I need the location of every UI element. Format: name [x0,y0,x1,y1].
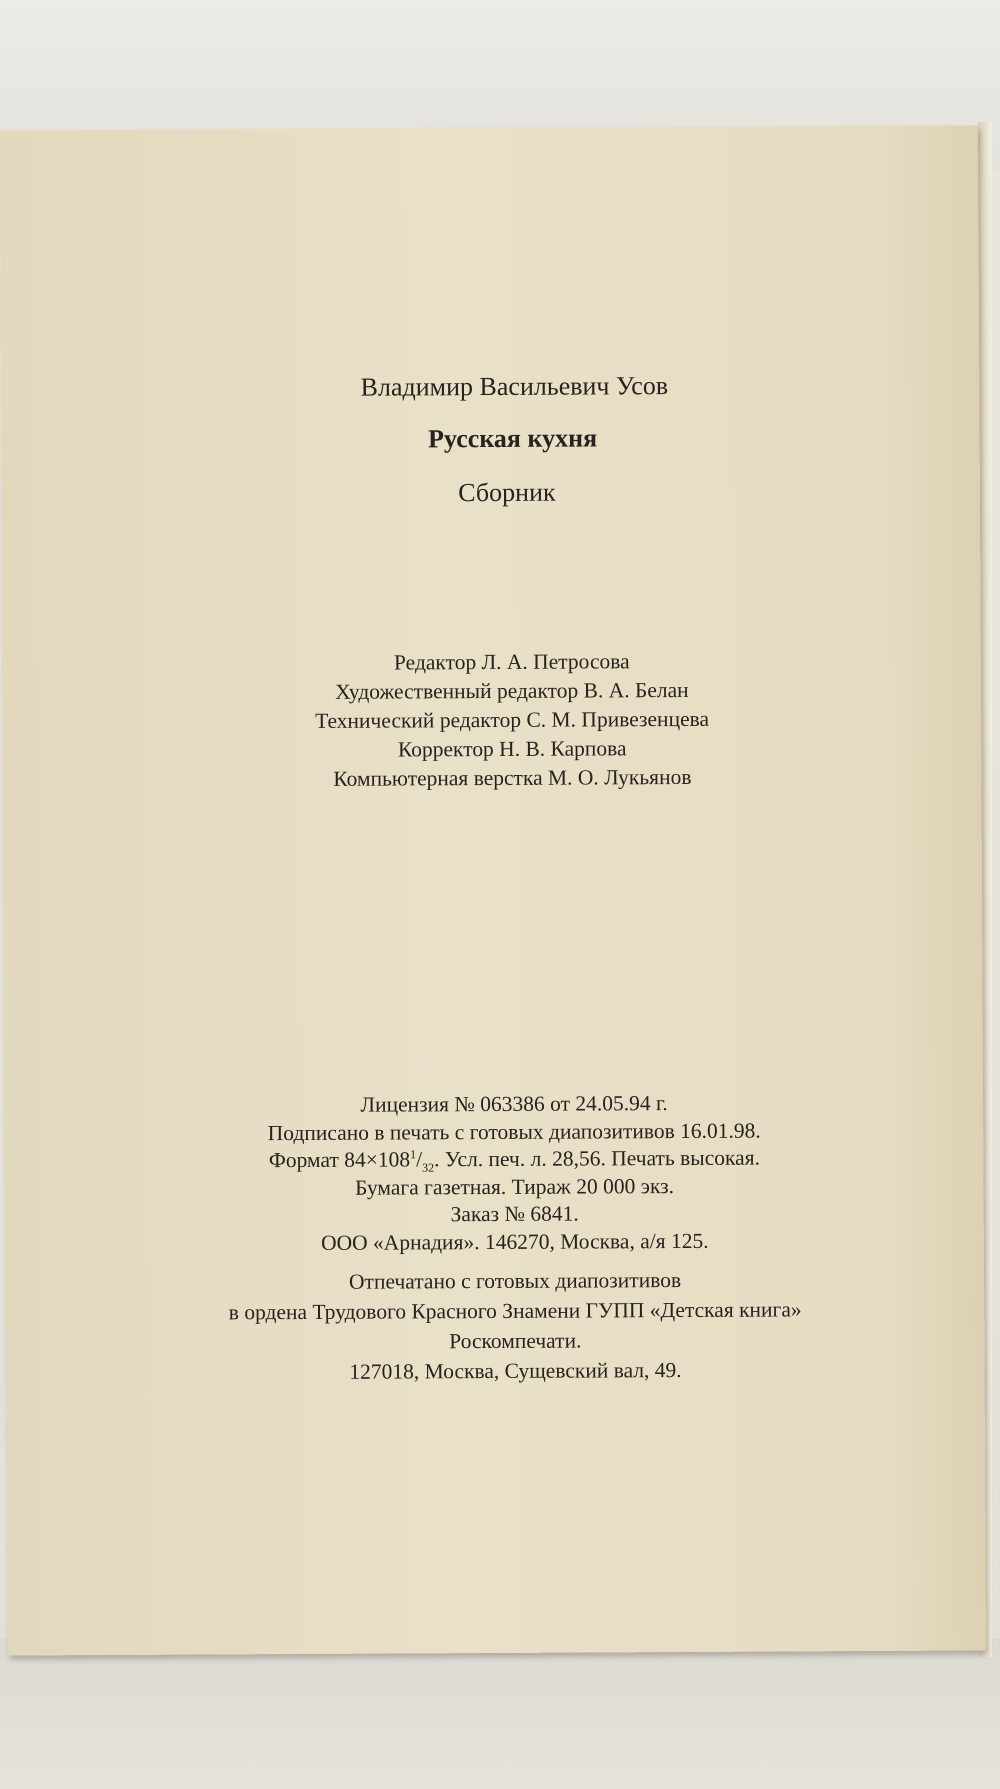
format-suffix: . Усл. печ. л. 28,56. Печать высокая. [434,1145,760,1172]
printer-block [6,1263,985,1388]
credit-tech-editor: Технический редактор С. М. Привезенцева [315,706,710,733]
paper-line: Бумага газетная. Тираж 20 000 экз. [355,1173,675,1200]
credit-editor: Редактор Л. А. Петросова [393,649,630,675]
book-title: Русская кухня [428,423,598,454]
format-fraction-numerator: 1 [410,1147,417,1162]
author-name: Владимир Васильевич Усов [360,371,669,402]
printer-address: 127018, Москва, Сущевский вал, 49. [349,1358,682,1384]
format-fraction-denominator: 32 [422,1160,435,1175]
imprint-block [5,1088,984,1258]
signed-line: Подписано в печать с готовых диапозитивов 16.01.98. [267,1118,761,1145]
license-line: Лицензия № 063386 от 24.05.94 г. [360,1091,668,1117]
printer-line-2: в ордена Трудового Красного Знамени ГУПП «Детская книга» [228,1297,802,1325]
background-wall-bottom [0,1639,1000,1789]
credits-block [3,645,982,795]
book-page [0,125,986,1655]
publisher-line: ООО «Арнадия». 146270, Москва, а/я 125. [320,1228,709,1255]
credit-art-editor: Художественный редактор В. А. Белан [335,677,689,704]
credit-proofreader: Корректор Н. В. Карпова [397,736,627,762]
book-subtitle: Сборник [458,477,556,508]
order-line: Заказ № 6841. [450,1201,579,1227]
printer-line-1: Отпечатано с готовых диапозитивов [348,1268,682,1294]
title-block [1,367,980,512]
credit-layout: Компьютерная верстка М. О. Лукьянов [333,764,692,791]
format-line: Формат $84\times 108^1/_{32}$. Усл. печ. л. 28,56. Печать высокая. [268,1145,760,1175]
format-prefix: Формат 84×108 [268,1147,411,1173]
printer-line-3: Роскомпечати. [449,1328,582,1354]
